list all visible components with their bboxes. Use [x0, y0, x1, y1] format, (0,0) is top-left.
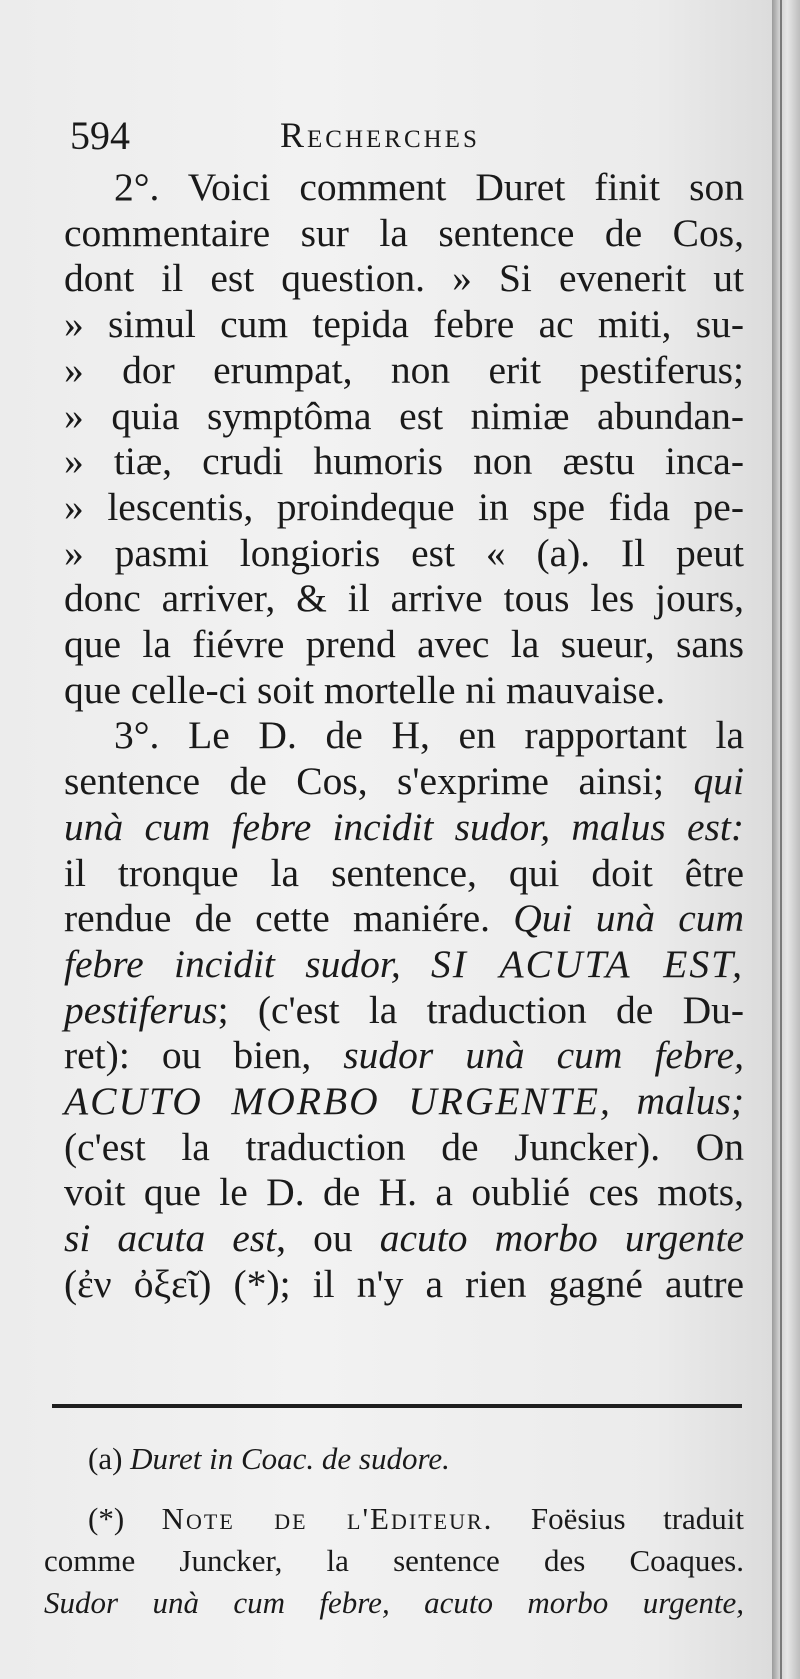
- footnote-a: [44, 1438, 744, 1480]
- footnote-rule: [52, 1404, 742, 1408]
- text-line: il tronque la sentence, qui doit être: [64, 850, 744, 895]
- footnote-line: Sudor unà cum febre, acuto morbo urgente,: [44, 1585, 744, 1620]
- footnote-text: Duret in Coac. de sudore.: [130, 1441, 450, 1476]
- text-line: rendue de cette maniére. Qui unà cum: [64, 896, 744, 941]
- page-header: [70, 112, 690, 162]
- text-line: 3°. Le D. de H, en rapportant la: [114, 713, 744, 758]
- text-line: » lescentis, proindeque in spe fida pe-: [64, 484, 744, 529]
- text-line: » dor erumpat, non erit pestiferus;: [64, 347, 744, 392]
- text-line: voit que le D. de H. a oublié ces mots,: [64, 1170, 744, 1215]
- running-title: Recherches: [280, 115, 480, 155]
- footnote-editor-note: [44, 1498, 744, 1624]
- text-line: 2°. Voici comment Duret finit son: [114, 165, 744, 209]
- text-line: (c'est la traduction de Juncker). On: [64, 1124, 744, 1169]
- text-line: sentence de Cos, s'exprime ainsi; qui: [64, 759, 744, 804]
- text-line: » quia symptôma est nimiæ abundan-: [64, 393, 744, 438]
- book-edge: [772, 0, 800, 1679]
- text-line: » simul cum tepida febre ac miti, su-: [64, 302, 744, 347]
- text-line: que la fiévre prend avec la sueur, sans: [64, 622, 744, 667]
- text-line: commentaire sur la sentence de Cos,: [64, 210, 744, 255]
- text-line: dont il est question. » Si evenerit ut: [64, 256, 744, 301]
- footnote-line: (*) Note de l'Editeur. Foësius traduit: [88, 1501, 745, 1536]
- text-line: » pasmi longioris est « (a). Il peut: [64, 530, 744, 575]
- text-line: » tiæ, crudi humoris non æstu inca-: [64, 439, 744, 484]
- text-line: ret): ou bien, sudor unà cum febre,: [64, 1033, 745, 1078]
- text-line: unà cum febre incidit sudor, malus est:: [64, 804, 744, 849]
- body-text: [64, 165, 744, 1308]
- footnote-marker: (a): [88, 1441, 123, 1476]
- text-line: pestiferus; (c'est la traduction de Du-: [64, 987, 744, 1032]
- footnotes: [44, 1438, 744, 1624]
- text-line: ACUTO MORBO URGENTE, malus;: [64, 1079, 744, 1124]
- footnote-line: comme Juncker, la sentence des Coaques.: [44, 1543, 744, 1578]
- text-line: donc arriver, & il arrive tous les jours,: [64, 576, 744, 621]
- text-line: si acuta est, ou acuto morbo urgente: [64, 1216, 745, 1261]
- page-number: 594: [70, 113, 130, 158]
- text-line: febre incidit sudor, SI ACUTA EST,: [64, 941, 745, 986]
- text-line: (ἐν ὀξεῖ) (*); il n'y a rien gagné autre: [64, 1261, 744, 1306]
- text-line: que celle-ci soit mortelle ni mauvaise.: [64, 667, 666, 712]
